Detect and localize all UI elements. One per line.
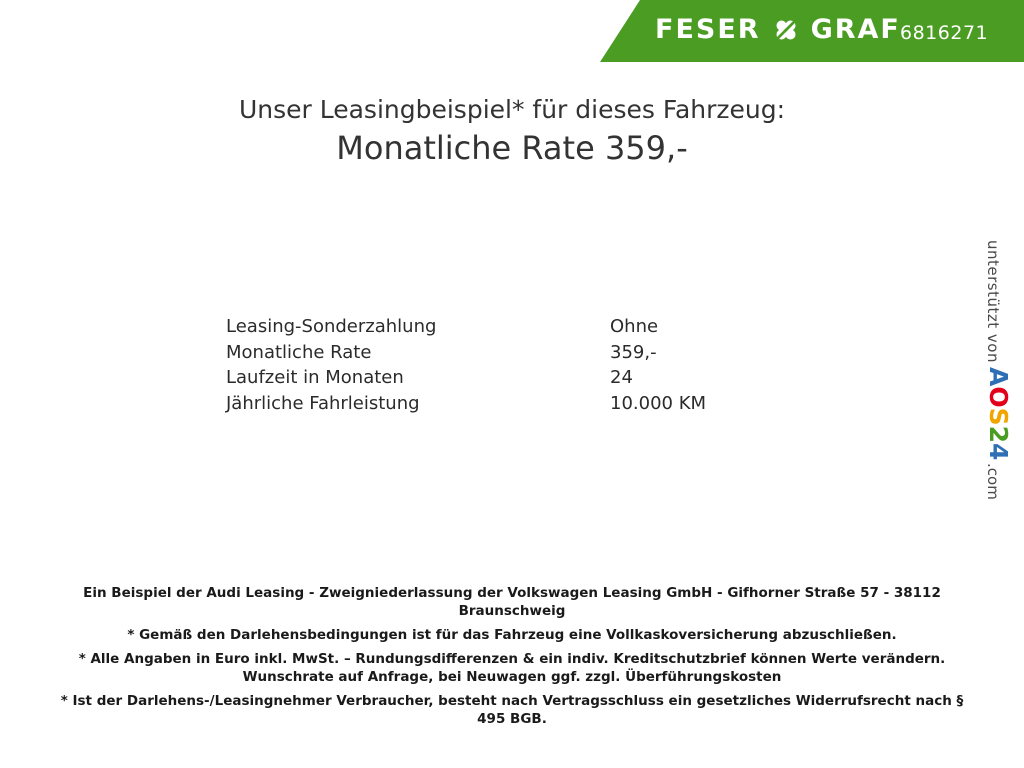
aos24-domain: .com: [984, 463, 1002, 501]
leasing-details-table: [226, 314, 826, 416]
detail-value: 24: [610, 367, 633, 388]
aos24-letter-4: 4: [984, 443, 1013, 461]
detail-value: Ohne: [610, 316, 659, 337]
detail-value: 359,-: [610, 341, 657, 363]
detail-label: Monatliche Rate: [226, 341, 372, 363]
footer-line-3: * Alle Angaben in Euro inkl. MwSt. – Rundungsdifferenzen & ein indiv. Kreditschutzbrief können Werte verändern. Wunschrate auf Anfrage, bei Neuwagen ggf. zzgl. Überführungskosten: [78, 651, 946, 685]
table-row: [226, 391, 826, 417]
table-row: [226, 365, 826, 391]
detail-label: Jährliche Fahrleistung: [226, 392, 420, 414]
brand-name-feser: FESER: [655, 14, 761, 45]
footer-line-2: * Gemäß den Darlehensbedingungen ist für das Fahrzeug eine Vollkaskoversicherung abzuschließen.: [127, 627, 897, 643]
aos24-letter-a: A: [984, 366, 1013, 387]
aos24-letter-o: O: [984, 386, 1013, 408]
footer-line-4: * Ist der Darlehens-/Leasingnehmer Verbraucher, besteht nach Vertragsschluss ein gesetzliches Widerrufsrecht nach § 495 BGB.: [60, 693, 964, 727]
page-title: Monatliche Rate 359,-: [336, 128, 688, 167]
aos24-letter-s: S: [984, 407, 1013, 426]
table-row: [226, 314, 826, 340]
aos24-logo: [984, 367, 1013, 460]
detail-label: Laufzeit in Monaten: [226, 367, 404, 388]
aos24-letter-2: 2: [984, 425, 1013, 444]
footer-line-1: Ein Beispiel der Audi Leasing - Zweigniederlassung der Volkswagen Leasing GmbH - Gifhorner Straße 57 - 38112 Braunschweig: [83, 585, 941, 619]
table-row: [226, 340, 826, 366]
detail-value: 10.000 KM: [610, 392, 707, 414]
supported-by-label: unterstützt von: [984, 240, 1002, 363]
sidebar-supported-by: [984, 240, 1014, 500]
detail-label: Leasing-Sonderzahlung: [226, 316, 437, 337]
brand-name-graf: GRAF: [810, 14, 901, 45]
stock-number: 6816271: [900, 22, 989, 44]
brand-logo: [655, 14, 901, 45]
page-subtitle: Unser Leasingbeispiel* für dieses Fahrzeug:: [238, 95, 786, 124]
page-footer: [0, 584, 1024, 728]
title-block: [0, 96, 1024, 166]
page-header: [0, 0, 1024, 62]
clover-icon: [773, 17, 799, 43]
